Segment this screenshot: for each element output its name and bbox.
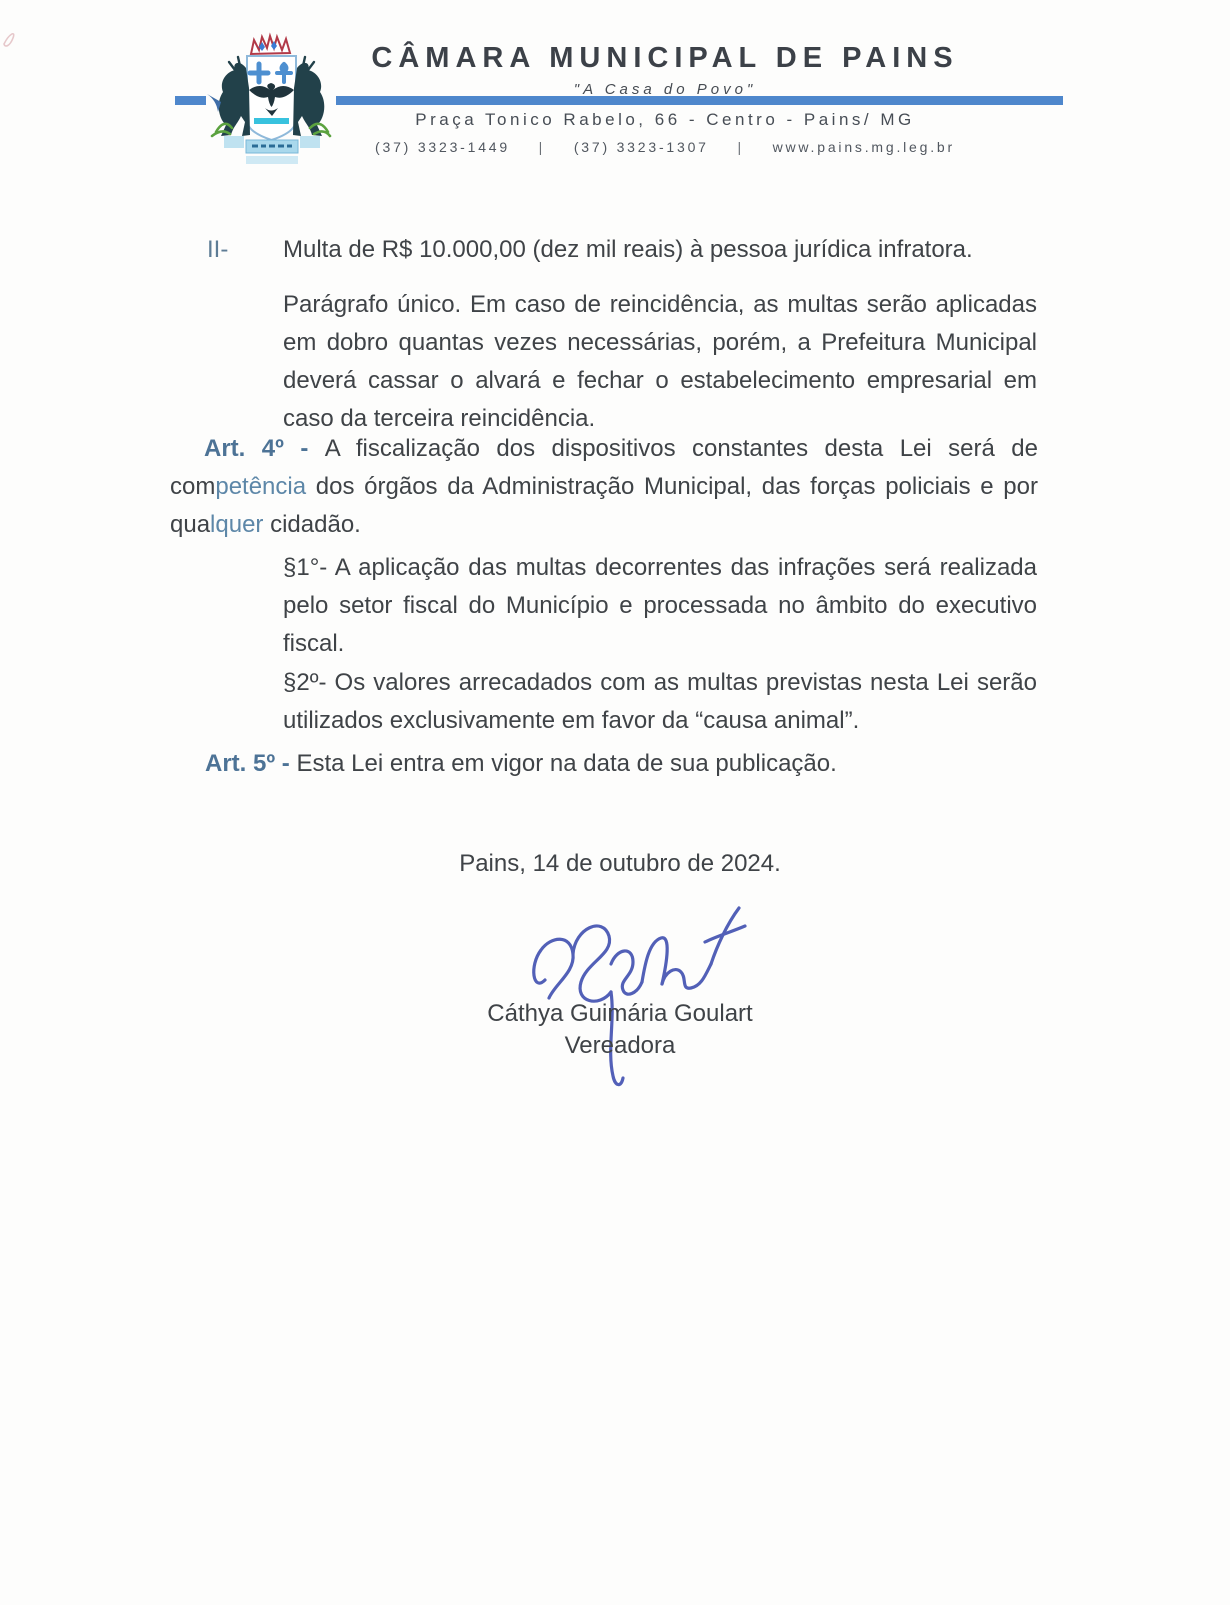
list-item-text: Multa de R$ 10.000,00 (dez mil reais) à pessoa jurídica infratora.: [283, 236, 973, 263]
scan-smudge-mark: [0, 14, 24, 54]
separator: |: [538, 139, 546, 155]
article-4: [170, 430, 1038, 544]
website-text: www.pains.mg.leg.br: [772, 139, 955, 155]
signer-name: Cáthya Guimária Goulart: [487, 1000, 753, 1027]
organization-title: CÂMARA MUNICIPAL DE PAINS: [371, 42, 959, 74]
article-4-seg2: petência: [215, 473, 307, 500]
header-rule-left: [175, 96, 206, 105]
date-line: Pains, 14 de outubro de 2024.: [459, 850, 781, 877]
header-rule-arrow-tip: [205, 90, 223, 116]
paragrafo-unico: Parágrafo único. Em caso de reincidência, as multas serão aplicadas em dobro quantas vezes necessárias, porém, a Prefeitura Municipal deverá cassar o alvará e fechar o estabelecimento empresarial em caso da terceira reincidência.: [283, 291, 1037, 432]
address-line: Praça Tonico Rabelo, 66 - Centro - Pains/ MG: [415, 110, 915, 129]
article-4-label: Art. 4º -: [204, 435, 325, 462]
list-item-numeral: II-: [207, 236, 229, 263]
contact-line: [290, 139, 1040, 155]
separator: |: [737, 139, 744, 155]
phone-number-2: (37) 3323-1307: [573, 139, 709, 155]
article-4-seg5: cidadão.: [263, 511, 361, 538]
article-5-text: Esta Lei entra em vigor na data de sua publicação.: [296, 750, 837, 777]
organization-motto: "A Casa do Povo": [573, 81, 757, 98]
phone-number-1: (37) 3323-1449: [375, 139, 510, 155]
handwritten-signature-icon: [515, 880, 765, 1095]
paragraph-1: §1°- A aplicação das multas decorrentes das infrações será realizada pelo setor fiscal do Município e processada no âmbito do executivo fiscal.: [283, 554, 1037, 657]
signer-role: Vereadora: [564, 1032, 676, 1059]
article-5-label: Art. 5º -: [205, 750, 297, 777]
article-4-seg1: A fiscalização dos dispositivos constantes desta Lei será de com: [170, 435, 1038, 500]
letterhead-text: [340, 42, 990, 98]
paragraph-2: §2º- Os valores arrecadados com as multas previstas nesta Lei serão utilizados exclusivamente em favor da “causa animal”.: [283, 669, 1037, 734]
signature-block: [375, 998, 865, 1062]
article-5: [205, 745, 837, 783]
article-4-seg4: lquer: [210, 511, 264, 538]
article-4-seg3: dos órgãos da Administração Municipal, das forças policiais e por qua: [170, 473, 1038, 538]
